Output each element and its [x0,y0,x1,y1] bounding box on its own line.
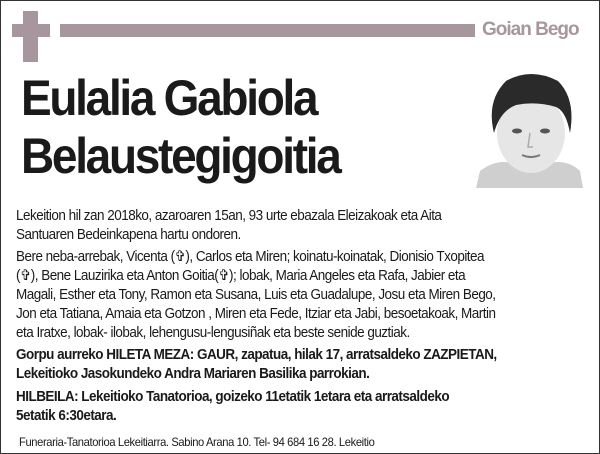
text-line: Lekeition hil zan 2018ko, azaroaren 15an, 93 urte ebazala Eleizakoak eta Aita [16,208,442,224]
funeral-home-footer: Funeraria-Tanatorioa Lekeitiarra. Sabino Arana 10. Tel- 94 684 16 28. Lekeitio [19,435,375,449]
text-line: Magali, Esther eta Tony, Ramon eta Susana, Luis eta Guadalupe, Josu eta Miren Bego, [16,287,496,303]
death-announcement [16,207,591,245]
text-line: Santuaren Bedeinkapena hartu ondoren. [16,227,241,243]
header-rule [60,24,475,37]
text-line: (✞), Bene Lauzirika eta Anton Goitia(✞); lobak, Maria Angeles eta Rafa, Jabier eta [16,268,466,284]
cross-icon-arm [12,24,50,37]
text-line: Lekeitioko Jasokundeko Andra Mariaren Basilika parrokian. [16,366,370,382]
text-line: 5etatik 6:30etara. [16,408,117,424]
text-line: Jon eta Tatiana, Amaia eta Gotzon , Miren eta Fede, Itziar eta Jabi, besoetakoak, Martin [16,306,496,322]
text-line: HILBEILA: Lekeitioko Tanatorioa, goizeko 11etatik 1etara eta arratsaldeko [16,389,450,405]
deceased-name-line2: Belaustegigoitia [21,128,340,184]
text-line: Gorpu aurreko HILETA MEZA: GAUR, zapatua, hilak 17, arratsaldeko ZAZPIETAN, [16,347,497,363]
header-label: Goian Bego [482,19,579,40]
wake-info [16,388,591,426]
text-line: Bere neba-arrebak, Vicenta (✞), Carlos eta Miren; koinatu-koinatak, Dionisio Txopitea [16,249,485,265]
text-line: eta Iratxe, lobak- ilobak, lehengusu-lengusiñak eta beste senide guztiak. [16,325,410,341]
deceased-name-line1: Eulalia Gabiola [21,70,317,126]
portrait-photo [476,71,583,188]
relatives-list [16,248,591,343]
funeral-mass-info [16,346,591,384]
